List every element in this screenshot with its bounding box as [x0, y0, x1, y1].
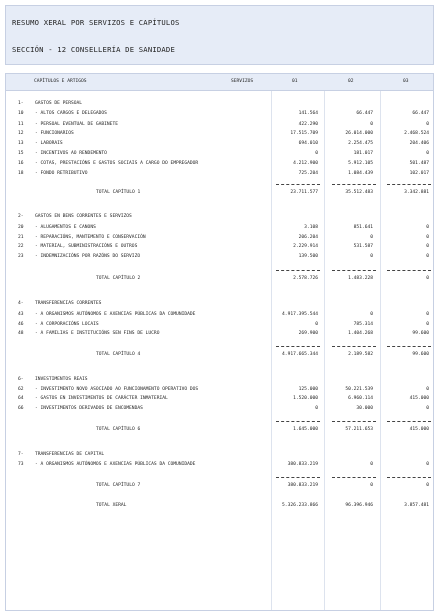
row-description: - FONDO RETRIBUTIVO	[35, 171, 88, 176]
row-description: - COTAS, PRESTACIÓNS E GASTOS SOCIAIS A CARGO DO EMPREGADOR	[35, 161, 199, 166]
value-col-01: 2.578.726	[293, 276, 318, 281]
value-col-01: 380.833.219	[287, 462, 318, 467]
value-col-03: 204.406	[409, 141, 429, 146]
row-code: 10	[18, 111, 24, 116]
value-col-02: 785.314	[353, 322, 373, 327]
header-col-03: 03	[403, 79, 409, 84]
subtotal-rule	[332, 421, 376, 422]
value-col-02: 5.912.105	[348, 161, 373, 166]
row-code: 7-	[18, 452, 24, 457]
row-description: TRANSFERENCIAS DE CAPITAL	[35, 452, 105, 457]
value-col-02: 35.512.483	[345, 190, 373, 195]
chapter-total-row	[6, 274, 433, 285]
header-col-01: 01	[292, 79, 298, 84]
row-description: TOTAL CAPÍTULO 4	[96, 352, 141, 357]
value-col-01: 125.000	[298, 387, 318, 392]
value-col-02: 6.960.114	[348, 396, 373, 401]
value-col-02: 57.211.653	[345, 427, 373, 432]
row-description: INVESTIMENTOS REAIS	[35, 377, 88, 382]
table-row	[6, 252, 433, 263]
row-description: TOTAL CAPÍTULO 2	[96, 276, 141, 281]
row-code: 20	[18, 225, 24, 230]
value-col-01: 206.204	[298, 235, 318, 240]
value-col-03: 0	[426, 276, 429, 281]
value-col-03: 415.000	[409, 427, 429, 432]
table-row	[6, 109, 433, 120]
value-col-03: 66.447	[412, 111, 429, 116]
row-code: 15	[18, 151, 24, 156]
row-description: GASTOS EN BENS CORRENTES E SERVIZOS	[35, 214, 132, 219]
value-col-02: 1.084.439	[348, 171, 373, 176]
value-col-01: 4.212.900	[293, 161, 318, 166]
row-code: 22	[18, 244, 24, 249]
value-col-01: 0	[315, 406, 318, 411]
value-col-01: 725.204	[298, 171, 318, 176]
row-code: 13	[18, 141, 24, 146]
row-description: - A ORGANISMOS AUTÓNOMOS E AXENCIAS PÚBLICAS DA COMUNIDADE	[35, 462, 196, 467]
value-col-03: 501.487	[409, 161, 429, 166]
chapter-total-row	[6, 188, 433, 199]
subtotal-rule	[276, 346, 320, 347]
row-description: GASTOS DE PERSOAL	[35, 101, 83, 106]
value-col-03: 3.857.481	[404, 503, 429, 508]
table-header	[6, 74, 433, 91]
subtotal-rule	[387, 270, 431, 271]
value-col-01: 2.229.914	[293, 244, 318, 249]
value-col-01: 5.326.233.866	[282, 503, 318, 508]
value-col-03: 0	[426, 322, 429, 327]
report-title: RESUMO XERAL POR SERVIZOS E CAPÍTULOS	[12, 18, 180, 27]
value-col-01: 3.108	[304, 225, 318, 230]
value-col-02: 0	[370, 122, 373, 127]
header-chapters: CAPÍTULOS E ARTIGOS	[34, 79, 87, 84]
row-code: 1-	[18, 101, 24, 106]
value-col-02: 851.641	[353, 225, 373, 230]
value-col-03: 2.468.524	[404, 131, 429, 136]
value-col-02: 531.587	[353, 244, 373, 249]
value-col-02: 181.017	[353, 151, 373, 156]
value-col-03: 99.600	[412, 352, 429, 357]
value-col-02: 0	[370, 483, 373, 488]
value-col-02: 30.000	[356, 406, 373, 411]
value-col-01: 269.900	[298, 331, 318, 336]
value-col-01: 0	[315, 322, 318, 327]
row-description: - A CORPORACIÓNS LOCAIS	[35, 322, 99, 327]
value-col-03: 3.342.881	[404, 190, 429, 195]
value-col-02: 2.254.475	[348, 141, 373, 146]
value-col-02: 1.404.268	[348, 331, 373, 336]
value-col-03: 0	[426, 483, 429, 488]
value-col-03: 0	[426, 312, 429, 317]
table-row	[6, 169, 433, 180]
value-col-03: 0	[426, 225, 429, 230]
row-description: TRANSFERENCIAS CORRENTES	[35, 301, 102, 306]
chapter-total-row	[6, 350, 433, 361]
subtotal-rule	[276, 421, 320, 422]
value-col-01: 139.500	[298, 254, 318, 259]
value-col-01: 694.010	[298, 141, 318, 146]
row-description: - A FAMILIAS E INSTITUCIÓNS SEN FINS DE LUCRO	[35, 331, 160, 336]
subtotal-rule	[387, 184, 431, 185]
row-description: TOTAL CAPÍTULO 7	[96, 483, 141, 488]
row-code: 6-	[18, 377, 24, 382]
row-code: 66	[18, 406, 24, 411]
subtotal-rule	[387, 421, 431, 422]
row-description: TOTAL XERAL	[96, 503, 127, 508]
value-col-01: 23.711.577	[290, 190, 318, 195]
row-description: - GASTOS EN INVESTIMENTOS DE CARÁCTER INMATERIAL	[35, 396, 168, 401]
value-col-03: 0	[426, 151, 429, 156]
row-code: 73	[18, 462, 24, 467]
row-code: 21	[18, 235, 24, 240]
subtotal-rule	[276, 270, 320, 271]
value-col-03: 0	[426, 462, 429, 467]
table-row	[6, 460, 433, 471]
value-col-01: 4.917.665.344	[282, 352, 318, 357]
value-col-02: 0	[370, 312, 373, 317]
chapter-total-row	[6, 425, 433, 436]
value-col-03: 0	[426, 235, 429, 240]
row-code: 2-	[18, 214, 24, 219]
subtotal-rule	[276, 477, 320, 478]
value-col-01: 422.290	[298, 122, 318, 127]
header-col-02: 02	[348, 79, 354, 84]
chapter-total-row	[6, 481, 433, 492]
grand-total-row	[6, 501, 433, 512]
subtotal-rule	[387, 477, 431, 478]
value-col-02: 0	[370, 235, 373, 240]
subtotal-rule	[332, 346, 376, 347]
row-code: 48	[18, 331, 24, 336]
row-code: 62	[18, 387, 24, 392]
value-col-01: 4.917.395.544	[282, 312, 318, 317]
value-col-02: 66.447	[356, 111, 373, 116]
value-col-03: 0	[426, 122, 429, 127]
value-col-03: 415.000	[409, 396, 429, 401]
value-col-02: 2.189.582	[348, 352, 373, 357]
value-col-02: 26.014.000	[345, 131, 373, 136]
table-row	[6, 299, 433, 310]
row-description: - MATERIAL, SUBMINISTRACIÓNS E OUTROS	[35, 244, 138, 249]
section-title: SECCIÓN - 12 CONSELLERÍA DE SANIDADE	[12, 45, 175, 54]
value-col-01: 1.645.000	[293, 427, 318, 432]
row-code: 64	[18, 396, 24, 401]
value-col-01: 380.833.219	[287, 483, 318, 488]
value-col-01: 141.564	[298, 111, 318, 116]
value-col-03: 99.600	[412, 331, 429, 336]
value-col-03: 0	[426, 406, 429, 411]
row-description: - REPARACIÓNS, MANTEMENTO E CONSERVACIÓN	[35, 235, 146, 240]
row-code: 4-	[18, 301, 24, 306]
row-description: - INVESTIMENTO NOVO ASOCIADO AO FUNCIONAMENTO OPERATIVO DOS	[35, 387, 199, 392]
row-description: - INDEMNIZACIÓNS POR RAZÓNS DO SERVIZO	[35, 254, 141, 259]
value-col-02: 0	[370, 462, 373, 467]
row-code: 43	[18, 312, 24, 317]
row-description: - INCENTIVOS AO RENDEMENTO	[35, 151, 107, 156]
budget-table	[5, 73, 434, 611]
row-description: TOTAL CAPÍTULO 6	[96, 427, 141, 432]
value-col-03: 0	[426, 254, 429, 259]
row-description: - A ORGANISMOS AUTÓNOMOS E AXENCIAS PÚBLICAS DA COMUNIDADE	[35, 312, 196, 317]
table-row	[6, 329, 433, 340]
value-col-02: 96.396.946	[345, 503, 373, 508]
value-col-01: 0	[315, 151, 318, 156]
row-code: 46	[18, 322, 24, 327]
row-description: - INVESTIMENTOS DERIVADOS DE ENCOMENDAS	[35, 406, 143, 411]
row-code: 18	[18, 171, 24, 176]
subtotal-rule	[387, 346, 431, 347]
value-col-03: 0	[426, 244, 429, 249]
value-col-03: 102.017	[409, 171, 429, 176]
value-col-02: 0	[370, 254, 373, 259]
row-description: - LABORAIS	[35, 141, 63, 146]
row-description: - ALUGAMENTOS E CANONS	[35, 225, 96, 230]
value-col-02: 1.483.228	[348, 276, 373, 281]
subtotal-rule	[332, 270, 376, 271]
subtotal-rule	[332, 477, 376, 478]
table-row	[6, 404, 433, 415]
subtotal-rule	[276, 184, 320, 185]
row-description: - FUNCIONARIOS	[35, 131, 74, 136]
row-description: - PERSOAL EVENTUAL DE GABINETE	[35, 122, 118, 127]
value-col-01: 1.520.000	[293, 396, 318, 401]
table-row	[6, 212, 433, 223]
value-col-03: 0	[426, 387, 429, 392]
row-code: 11	[18, 122, 24, 127]
row-description: TOTAL CAPÍTULO 1	[96, 190, 141, 195]
row-code: 12	[18, 131, 24, 136]
value-col-02: 50.221.539	[345, 387, 373, 392]
value-col-01: 17.515.709	[290, 131, 318, 136]
report-header	[5, 5, 434, 65]
subtotal-rule	[332, 184, 376, 185]
row-code: 23	[18, 254, 24, 259]
header-services: SERVIZOS	[231, 79, 254, 84]
row-code: 16	[18, 161, 24, 166]
row-description: - ALTOS CARGOS E DELEGADOS	[35, 111, 107, 116]
